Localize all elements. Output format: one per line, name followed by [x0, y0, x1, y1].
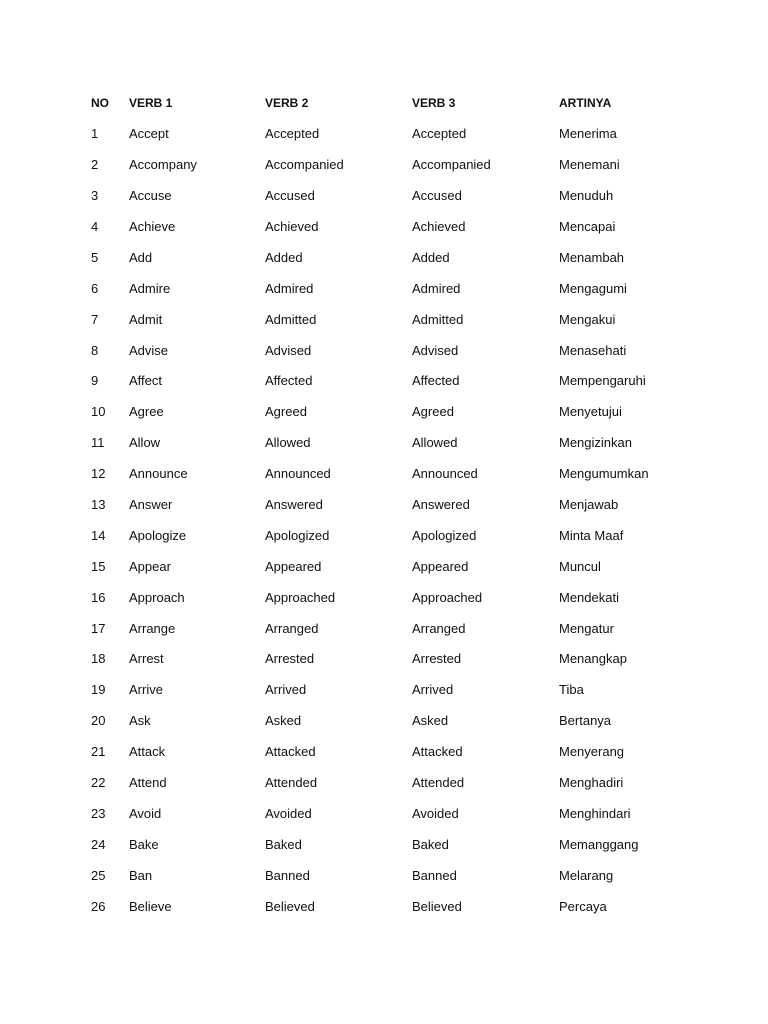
- table-row: [91, 181, 679, 212]
- cell-artinya: Menemani: [559, 157, 620, 173]
- table-header: [91, 88, 679, 119]
- cell-no: 9: [91, 373, 99, 389]
- cell-artinya: Minta Maaf: [559, 527, 624, 543]
- cell-no: 18: [91, 651, 106, 667]
- cell-no: 2: [91, 157, 99, 173]
- cell-no: 13: [91, 497, 106, 513]
- cell-verb-2: Achieved: [265, 219, 319, 234]
- cell-verb-2: Answered: [265, 497, 323, 513]
- table-row: [91, 706, 679, 737]
- cell-artinya: Mendekati: [559, 589, 619, 605]
- cell-artinya: Menyetujui: [559, 404, 622, 420]
- table-body: [91, 119, 679, 922]
- cell-verb-2: Agreed: [265, 404, 307, 420]
- table-row: [91, 459, 679, 490]
- cell-no: 20: [91, 713, 106, 729]
- cell-artinya: Menghadiri: [559, 775, 624, 791]
- cell-verb-2: Affected: [265, 373, 313, 389]
- cell-no: 8: [91, 342, 99, 358]
- table-row: [91, 675, 679, 706]
- cell-verb-1: Admit: [129, 311, 163, 327]
- cell-verb-3: Attended: [412, 775, 465, 791]
- cell-artinya: Mencapai: [559, 219, 616, 234]
- cell-no: 4: [91, 219, 99, 234]
- cell-no: 15: [91, 558, 106, 574]
- cell-verb-2: Added: [265, 249, 303, 265]
- cell-no: 21: [91, 744, 106, 760]
- cell-verb-1: Believe: [129, 898, 172, 914]
- cell-artinya: Mengizinkan: [559, 435, 632, 451]
- cell-verb-2: Banned: [265, 867, 310, 883]
- table-row: [91, 768, 679, 799]
- table-row: [91, 428, 679, 459]
- cell-no: 11: [91, 435, 105, 451]
- cell-verb-1: Arrive: [129, 682, 163, 698]
- cell-no: 3: [91, 188, 99, 204]
- cell-artinya: Mempengaruhi: [559, 373, 646, 389]
- table-row: [91, 366, 679, 397]
- cell-verb-1: Ban: [129, 867, 153, 883]
- cell-verb-1: Allow: [129, 435, 161, 451]
- cell-verb-3: Baked: [412, 836, 449, 852]
- cell-verb-2: Admired: [265, 280, 314, 296]
- cell-verb-2: Asked: [265, 713, 302, 729]
- cell-verb-1: Advise: [129, 342, 169, 358]
- cell-verb-2: Believed: [265, 898, 315, 914]
- cell-verb-2: Accepted: [265, 126, 320, 142]
- cell-verb-2: Allowed: [265, 435, 311, 451]
- cell-verb-3: Accompanied: [412, 157, 491, 173]
- cell-artinya: Mengumumkan: [559, 466, 649, 482]
- table-row: [91, 335, 679, 366]
- cell-verb-1: Add: [129, 249, 153, 265]
- cell-verb-3: Arranged: [412, 620, 466, 636]
- cell-no: 10: [91, 404, 106, 420]
- cell-verb-1: Approach: [129, 589, 185, 605]
- header-verb-3: VERB 3: [412, 96, 456, 111]
- cell-verb-2: Arrived: [265, 682, 307, 698]
- cell-verb-2: Arrested: [265, 651, 315, 667]
- cell-verb-1: Accuse: [129, 188, 172, 204]
- cell-verb-3: Avoided: [412, 805, 459, 821]
- table-row: [91, 737, 679, 768]
- cell-artinya: Mengakui: [559, 311, 616, 327]
- header-no: NO: [91, 96, 109, 111]
- cell-verb-1: Appear: [129, 558, 171, 574]
- cell-verb-3: Agreed: [412, 404, 454, 420]
- cell-artinya: Percaya: [559, 898, 607, 914]
- cell-verb-2: Arranged: [265, 620, 319, 636]
- cell-verb-1: Affect: [129, 373, 163, 389]
- header-artinya: ARTINYA: [559, 96, 612, 111]
- cell-artinya: Menjawab: [559, 497, 619, 513]
- cell-verb-3: Announced: [412, 466, 478, 482]
- cell-verb-1: Avoid: [129, 805, 162, 821]
- cell-verb-3: Achieved: [412, 219, 466, 234]
- table-row: [91, 212, 679, 243]
- cell-verb-3: Apologized: [412, 527, 477, 543]
- table-header-row: [91, 88, 679, 119]
- cell-no: 16: [91, 589, 106, 605]
- cell-verb-2: Apologized: [265, 527, 330, 543]
- cell-artinya: Memanggang: [559, 836, 639, 852]
- cell-no: 17: [91, 620, 106, 636]
- table-row: [91, 644, 679, 675]
- table-row: [91, 860, 679, 891]
- cell-artinya: Menambah: [559, 249, 625, 265]
- cell-no: 22: [91, 775, 106, 791]
- cell-verb-1: Bake: [129, 836, 159, 852]
- cell-artinya: Menuduh: [559, 188, 614, 204]
- cell-verb-3: Banned: [412, 867, 457, 883]
- cell-verb-3: Attacked: [412, 744, 463, 760]
- table-row: [91, 551, 679, 582]
- cell-verb-2: Attacked: [265, 744, 316, 760]
- cell-verb-1: Apologize: [129, 527, 187, 543]
- cell-verb-1: Answer: [129, 497, 173, 513]
- cell-no: 26: [91, 898, 106, 914]
- cell-artinya: Mengatur: [559, 620, 614, 636]
- table-row: [91, 891, 679, 922]
- verb-table: [91, 88, 679, 922]
- cell-artinya: Menasehati: [559, 342, 627, 358]
- cell-verb-1: Accompany: [129, 157, 197, 173]
- table-row: [91, 242, 679, 273]
- cell-verb-2: Avoided: [265, 805, 312, 821]
- cell-verb-3: Accepted: [412, 126, 467, 142]
- cell-verb-1: Achieve: [129, 219, 176, 234]
- cell-verb-3: Believed: [412, 898, 462, 914]
- table-row: [91, 520, 679, 551]
- cell-verb-3: Arrived: [412, 682, 454, 698]
- cell-artinya: Bertanya: [559, 713, 612, 729]
- cell-artinya: Muncul: [559, 558, 601, 574]
- cell-verb-2: Advised: [265, 342, 312, 358]
- cell-verb-3: Added: [412, 249, 450, 265]
- cell-verb-1: Attack: [129, 744, 166, 760]
- cell-verb-3: Arrested: [412, 651, 462, 667]
- cell-verb-3: Allowed: [412, 435, 458, 451]
- cell-verb-2: Accused: [265, 188, 315, 204]
- cell-verb-1: Accept: [129, 126, 169, 142]
- table-row: [91, 829, 679, 860]
- cell-verb-3: Admired: [412, 280, 461, 296]
- cell-verb-2: Announced: [265, 466, 331, 482]
- table-row: [91, 119, 679, 150]
- cell-verb-1: Agree: [129, 404, 164, 420]
- cell-verb-1: Arrest: [129, 651, 164, 667]
- header-verb-2: VERB 2: [265, 96, 309, 111]
- table-row: [91, 582, 679, 613]
- cell-artinya: Tiba: [559, 682, 584, 698]
- cell-no: 14: [91, 527, 106, 543]
- cell-verb-1: Attend: [129, 775, 167, 791]
- cell-verb-3: Asked: [412, 713, 449, 729]
- cell-no: 19: [91, 682, 106, 698]
- table-row: [91, 798, 679, 829]
- cell-artinya: Menerima: [559, 126, 617, 142]
- table-row: [91, 490, 679, 521]
- cell-no: 25: [91, 867, 106, 883]
- cell-verb-1: Announce: [129, 466, 188, 482]
- cell-verb-3: Accused: [412, 188, 462, 204]
- cell-verb-1: Ask: [129, 713, 151, 729]
- cell-verb-3: Admitted: [412, 311, 464, 327]
- cell-no: 12: [91, 466, 106, 482]
- cell-artinya: Menghindari: [559, 805, 631, 821]
- cell-no: 5: [91, 249, 99, 265]
- cell-verb-2: Attended: [265, 775, 318, 791]
- cell-no: 7: [91, 311, 99, 327]
- cell-artinya: Mengagumi: [559, 280, 627, 296]
- table-row: [91, 613, 679, 644]
- table-row: [91, 397, 679, 428]
- cell-verb-2: Admitted: [265, 311, 317, 327]
- table-row: [91, 273, 679, 304]
- cell-verb-3: Affected: [412, 373, 460, 389]
- cell-no: 23: [91, 805, 106, 821]
- cell-artinya: Menangkap: [559, 651, 627, 667]
- cell-verb-2: Accompanied: [265, 157, 344, 173]
- cell-verb-3: Approached: [412, 589, 483, 605]
- cell-verb-1: Admire: [129, 280, 171, 296]
- cell-artinya: Menyerang: [559, 744, 625, 760]
- cell-verb-3: Advised: [412, 342, 459, 358]
- cell-no: 1: [91, 126, 99, 142]
- cell-no: 24: [91, 836, 106, 852]
- cell-verb-2: Baked: [265, 836, 302, 852]
- cell-no: 6: [91, 280, 99, 296]
- cell-verb-3: Appeared: [412, 558, 469, 574]
- cell-verb-1: Arrange: [129, 620, 176, 636]
- cell-verb-2: Appeared: [265, 558, 322, 574]
- table-row: [91, 304, 679, 335]
- header-verb-1: VERB 1: [129, 96, 173, 111]
- cell-verb-2: Approached: [265, 589, 336, 605]
- table-row: [91, 150, 679, 181]
- cell-verb-3: Answered: [412, 497, 470, 513]
- cell-artinya: Melarang: [559, 867, 614, 883]
